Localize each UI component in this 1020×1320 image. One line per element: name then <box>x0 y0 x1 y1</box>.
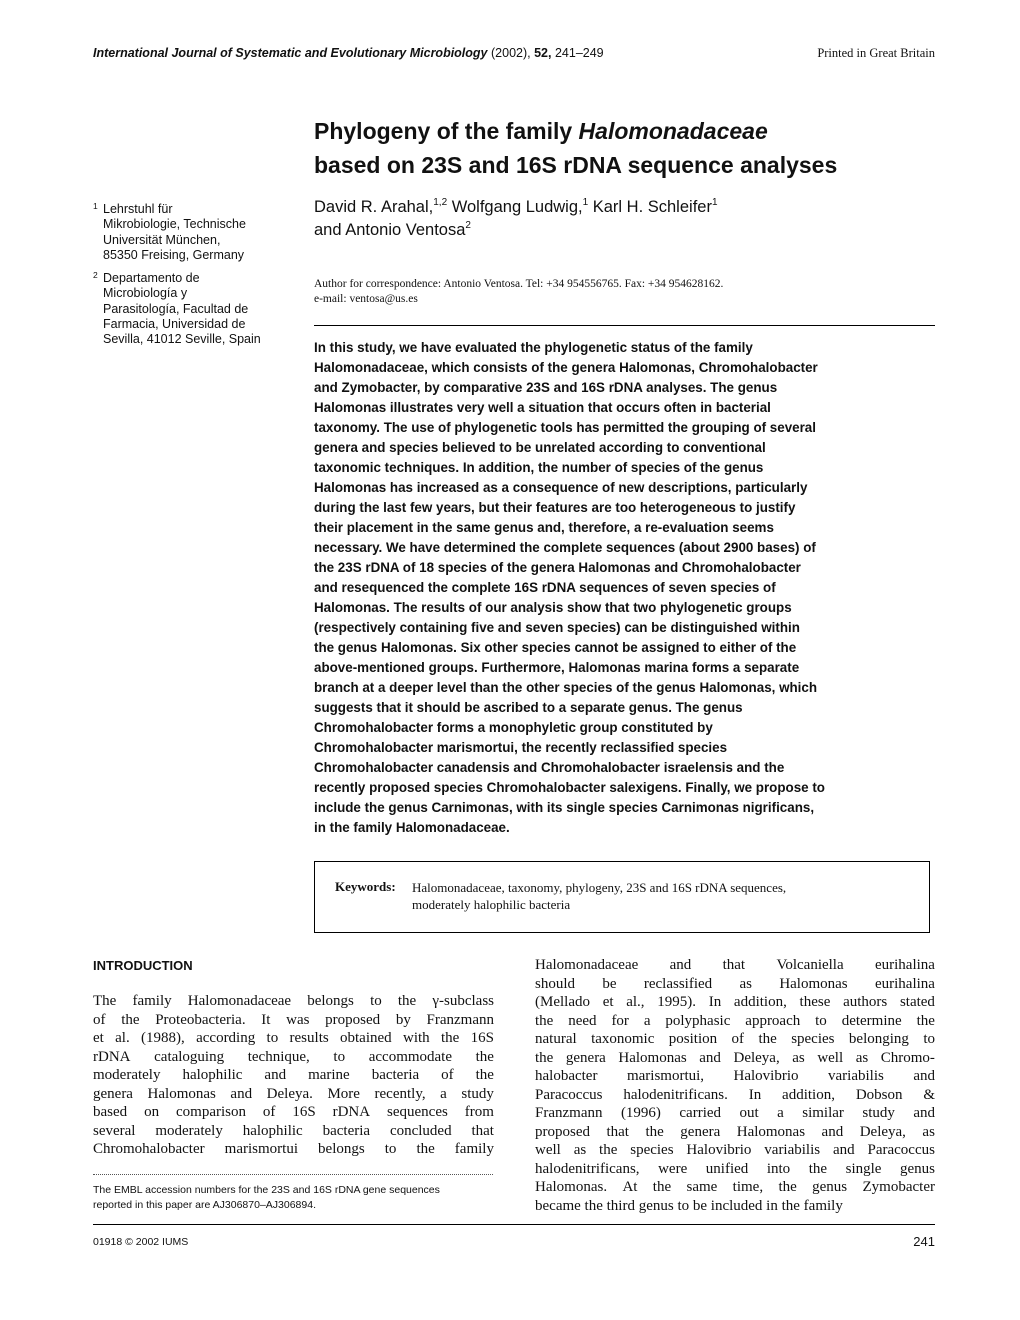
word: 16S <box>470 1030 494 1046</box>
word: More <box>327 1085 360 1102</box>
word: 1995). <box>657 994 696 1010</box>
author-name: Karl H. Schleifer <box>588 198 712 216</box>
body-line <box>535 1104 935 1123</box>
word: et <box>602 994 614 1010</box>
body-line <box>535 956 935 975</box>
word: position <box>668 1031 718 1047</box>
word: et <box>93 1030 104 1046</box>
word: Zymobacter <box>862 1179 935 1195</box>
word: genera <box>565 1049 606 1066</box>
word: Halomonas <box>618 1049 687 1066</box>
word: the <box>475 1067 494 1083</box>
word: to <box>923 1031 935 1047</box>
word: taxonomic <box>591 1031 655 1047</box>
correspondence-email: e-mail: ventosa@us.es <box>314 293 418 305</box>
word: the <box>440 1030 460 1046</box>
body-line <box>535 1067 935 1086</box>
word: (1988), <box>141 1030 185 1046</box>
abstract-line: their placement in the same genus and, therefore, a re-evaluation seems <box>314 520 774 535</box>
word: for <box>611 1012 629 1029</box>
word: should <box>535 975 576 992</box>
word: al. <box>115 1030 130 1046</box>
word: rDNA <box>332 1104 371 1120</box>
affiliation-2 <box>93 271 293 347</box>
word: the <box>645 1123 664 1140</box>
body-line: became the third genus to be included in the family <box>535 1197 843 1214</box>
word: and <box>913 1068 935 1084</box>
intro-left-column <box>93 992 494 1159</box>
word: from <box>464 1104 494 1120</box>
word: according <box>196 1030 256 1046</box>
abstract-line: (respectively containing five and seven species) can be distinguished within <box>314 620 800 635</box>
word: (Mellado <box>535 994 590 1010</box>
abstract-line: Halomonas. The results of our analysis show that two phylogenetic groups <box>314 600 792 615</box>
word: It <box>261 1011 271 1028</box>
body-line <box>93 1140 494 1159</box>
word: several <box>93 1122 136 1139</box>
title-prefix: Phylogeny of the family <box>314 118 579 144</box>
word: and <box>230 1085 253 1102</box>
word: the <box>121 1011 140 1028</box>
footnote-line: reported in this paper are AJ306870–AJ306894. <box>93 1199 316 1211</box>
word: the <box>778 1179 797 1195</box>
word: Deleya, <box>859 1123 906 1140</box>
word: genera <box>93 1085 133 1102</box>
word: and <box>669 957 692 973</box>
journal-year: (2002), <box>491 46 531 60</box>
section-heading: INTRODUCTION <box>93 958 193 973</box>
word: as <box>739 975 752 992</box>
title-italic: Halomonadaceae <box>578 118 768 144</box>
word: bacteria <box>322 1122 371 1139</box>
word: the <box>652 1179 672 1195</box>
word: study <box>461 1085 494 1102</box>
body-line <box>535 1160 935 1179</box>
word: Deleya, <box>733 1049 780 1066</box>
affiliation-1 <box>93 202 293 263</box>
word: of <box>93 1011 106 1028</box>
word: the <box>808 1160 828 1177</box>
body-line <box>93 1103 494 1122</box>
word: Chromo- <box>880 1049 935 1066</box>
word: accommodate <box>368 1048 453 1065</box>
author-affiliation-mark: 1,2 <box>433 196 448 208</box>
abstract-line: genera and species believed to be unrelated according to conventional <box>314 440 766 455</box>
word: authors <box>843 994 888 1010</box>
abstract-line: during the last few years, but their features are too heterogeneous to justify <box>314 500 796 515</box>
word: a <box>777 1105 784 1121</box>
word: these <box>799 994 831 1010</box>
keywords-text <box>412 879 786 913</box>
affiliation-number: 2 <box>93 270 98 280</box>
word: the <box>397 993 417 1009</box>
word: bacteria <box>371 1067 420 1083</box>
word: concluded <box>389 1122 452 1139</box>
word: At <box>622 1179 638 1195</box>
word: Volcaniella <box>776 957 844 973</box>
word: to <box>815 1012 827 1029</box>
word: by <box>395 1011 411 1028</box>
word: rDNA <box>93 1048 131 1065</box>
word: as <box>792 1049 805 1066</box>
word: unified <box>705 1160 749 1177</box>
body-line <box>93 1048 494 1067</box>
printed-in: Printed in Great Britain <box>817 46 935 60</box>
word: eurihalina <box>874 957 935 973</box>
word: moderately <box>155 1122 223 1139</box>
author-affiliation-mark: 1 <box>711 196 718 208</box>
word: carried <box>679 1105 722 1121</box>
title-line-1 <box>314 114 954 148</box>
word: Chromohalobacter <box>93 1141 205 1157</box>
word: halophilic <box>182 1067 243 1083</box>
footnote-line: The EMBL accession numbers for the 23S and 16S rDNA gene sequences <box>93 1184 440 1196</box>
abstract-line: the genus Halomonas. Six other species cannot be assigned to either of the <box>314 640 797 655</box>
word: halobacter <box>535 1068 598 1084</box>
affiliation-text: Lehrstuhl für Mikrobiologie, Technische Universität München, 85350 Freising, Germany <box>103 202 246 262</box>
word: on <box>144 1104 160 1120</box>
word: and <box>832 1142 855 1158</box>
word: variabilis <box>764 1142 821 1158</box>
word: as <box>573 1142 587 1158</box>
intro-right-column <box>535 956 935 1215</box>
abstract-line: taxonomy. The use of phylogenetic tools has permitted the grouping of several <box>314 420 816 435</box>
body-line <box>93 1029 494 1048</box>
word: marismortui <box>224 1141 298 1157</box>
abstract-line: Halomonadaceae, which consists of the genera Halomonas, Chromohalobacter <box>314 360 818 375</box>
word: In <box>748 1086 762 1103</box>
word: that <box>606 1123 629 1140</box>
correspondence-contact: Author for correspondence: Antonio Ventosa. Tel: +34 954556765. Fax: +34 954628162. <box>314 278 724 290</box>
word: sequences <box>387 1104 448 1120</box>
word: and <box>264 1067 287 1083</box>
word: that <box>722 957 746 973</box>
author-name: Wolfgang Ludwig, <box>447 198 583 216</box>
word: as <box>922 1123 935 1140</box>
word: eurihalina <box>874 975 935 992</box>
word: genus <box>900 1160 935 1177</box>
abstract-line: necessary. We have determined the complete sequences (about 2900 bases) of <box>314 540 816 555</box>
word: Halomonas. <box>535 1179 608 1195</box>
word: natural <box>535 1031 577 1047</box>
word: determine <box>841 1012 902 1029</box>
word: belongs <box>307 993 354 1009</box>
word: Halovibrio <box>733 1068 799 1084</box>
word: Paracoccus <box>867 1142 935 1158</box>
page-number: 241 <box>913 1234 935 1249</box>
word: approach <box>745 1012 801 1029</box>
affiliation-text: Departamento de Microbiología y Parasitología, Facultad de Farmacia, Universidad de Sevilla, 41012 Seville, Spain <box>103 271 261 347</box>
word: genera <box>680 1123 721 1140</box>
keywords-label: Keywords: <box>335 879 396 894</box>
word: of <box>731 1031 745 1047</box>
word: Halomonadaceae <box>535 957 639 973</box>
word: and <box>913 1105 935 1121</box>
body-line <box>535 1012 935 1031</box>
body-line <box>535 993 935 1012</box>
word: cataloguing <box>154 1048 225 1065</box>
word: the <box>416 1141 435 1157</box>
body-line <box>535 1086 935 1105</box>
footnote <box>93 1183 503 1213</box>
word: family <box>132 993 172 1009</box>
word: obtained <box>340 1030 392 1046</box>
word: proposed <box>325 1011 381 1028</box>
word: family <box>454 1141 494 1157</box>
word: need <box>568 1012 597 1029</box>
correspondence <box>314 277 934 307</box>
body-line <box>535 1141 935 1160</box>
word: with <box>402 1030 430 1046</box>
abstract-line: In this study, we have evaluated the phylogenetic status of the family <box>314 340 753 355</box>
journal-volume: 52, <box>534 46 552 60</box>
author-name: and Antonio Ventosa <box>314 221 466 239</box>
word: stated <box>899 994 935 1010</box>
word: Deleya. <box>266 1085 313 1102</box>
word: Dobson <box>855 1086 903 1103</box>
article-title <box>314 114 954 182</box>
word: and <box>821 1123 844 1140</box>
word: the <box>535 1012 554 1029</box>
abstract-line: Halomonas illustrates very well a situation that occurs often in bacterial <box>314 400 771 415</box>
abstract-line: branch at a deeper level than the other species of the genus Halomonas, which <box>314 680 818 695</box>
author-line-2 <box>314 219 934 242</box>
word: marine <box>308 1067 350 1083</box>
word: marismortui, <box>626 1068 705 1084</box>
word: to <box>333 1048 346 1065</box>
word: Franzmann <box>426 1011 494 1028</box>
running-header <box>93 46 935 66</box>
word: addition, <box>733 994 787 1010</box>
abstract-line: Chromohalobacter marismortui, the recently reclassified species <box>314 740 728 755</box>
word: Halomonas <box>736 1123 806 1140</box>
body-line <box>93 1085 494 1104</box>
word: variabilis <box>828 1068 884 1084</box>
word: similar <box>802 1105 844 1121</box>
word: species <box>630 1142 674 1158</box>
word: the <box>916 1012 935 1029</box>
word: Paracoccus <box>535 1086 603 1103</box>
author-name: David R. Arahal, <box>314 198 434 216</box>
word: to <box>266 1030 279 1046</box>
keywords-line: moderately halophilic bacteria <box>412 897 571 912</box>
abstract-line: Chromohalobacter forms a monophyletic group constituted by <box>314 720 713 735</box>
word: a <box>643 1012 651 1029</box>
title-line-2: based on 23S and 16S rDNA sequence analyses <box>314 152 838 178</box>
word: out <box>739 1105 759 1121</box>
word: well <box>817 1049 844 1066</box>
word: proposed <box>535 1123 590 1140</box>
word: into <box>766 1160 791 1177</box>
abstract-line: Halomonas has increased as a consequence of new descriptions, particularly <box>314 480 808 495</box>
author-affiliation-mark: 2 <box>465 219 471 231</box>
word: the <box>758 1031 777 1047</box>
abstract-line: taxonomic techniques. In addition, the number of species of the genus <box>314 460 764 475</box>
abstract-line: the 23S rDNA of 18 species of the genera Halomonas and Chromohalobacter <box>314 560 801 575</box>
abstract <box>314 338 935 838</box>
author-line-1 <box>314 196 934 219</box>
abstract-divider <box>314 325 935 326</box>
body-line <box>535 1030 935 1049</box>
footer-divider <box>93 1224 935 1225</box>
keywords-line: Halomonadaceae, taxonomy, phylogeny, 23S and 16S rDNA sequences, <box>412 880 787 895</box>
word: moderately <box>93 1067 161 1083</box>
word: same <box>686 1179 718 1195</box>
journal-pages: 241–249 <box>554 46 604 60</box>
word: the <box>475 1048 494 1065</box>
word: species <box>791 1031 835 1047</box>
journal-name: International Journal of Systematic and Evolutionary Microbiology <box>93 46 488 60</box>
word: reclassified <box>643 975 713 992</box>
word: technique, <box>247 1048 310 1065</box>
word: based <box>93 1104 128 1120</box>
word: the <box>599 1142 618 1158</box>
body-line <box>535 1123 935 1142</box>
citation-line <box>93 46 604 60</box>
word: 16S <box>292 1104 316 1120</box>
word: a <box>440 1085 447 1102</box>
word: to <box>384 1141 397 1157</box>
word: polyphasic <box>665 1012 731 1029</box>
abstract-line: suggests that it should be ascribed to a separate genus. The genus <box>314 700 743 715</box>
word: al., <box>626 994 645 1010</box>
word: halophilic <box>242 1122 303 1139</box>
word: of <box>441 1067 454 1083</box>
word: were <box>658 1160 688 1177</box>
abstract-line: and Zymobacter, by comparative 23S and 16S rDNA analyses. The genus <box>314 380 778 395</box>
body-line <box>93 1011 494 1030</box>
word: (1996) <box>620 1105 661 1121</box>
word: be <box>602 975 617 992</box>
footnote-divider <box>93 1174 493 1175</box>
word: the <box>535 1049 554 1066</box>
word: Halovibrio <box>686 1142 752 1158</box>
abstract-line: above-mentioned groups. Furthermore, Halomonas marina forms a separate <box>314 660 800 675</box>
word: time, <box>732 1179 764 1195</box>
body-line <box>93 1066 494 1085</box>
word: single <box>845 1160 882 1177</box>
abstract-line: include the genus Carnimonas, with its single species Carnimonas nigrificans, <box>314 800 815 815</box>
word: that <box>471 1122 494 1139</box>
copyright-notice: 01918 © 2002 IUMS <box>93 1236 189 1248</box>
abstract-line: Chromohalobacter canadensis and Chromohalobacter israelensis and the <box>314 760 785 775</box>
body-line <box>93 992 494 1011</box>
word: addition, <box>782 1086 835 1103</box>
word: results <box>289 1030 329 1046</box>
word: Halomonadaceae <box>187 993 292 1009</box>
word: was <box>286 1011 310 1028</box>
word: genus <box>812 1179 848 1195</box>
author-list <box>314 196 934 242</box>
word: comparison <box>176 1104 246 1120</box>
word: belongs <box>318 1141 365 1157</box>
word: belonging <box>848 1031 909 1047</box>
body-line <box>93 1122 494 1141</box>
word: Halomonas <box>147 1085 216 1102</box>
author-affiliation-mark: 1 <box>582 196 589 208</box>
word: γ-subclass <box>432 993 494 1009</box>
body-line <box>535 1049 935 1068</box>
word: recently, <box>374 1085 426 1102</box>
word: as <box>855 1049 869 1066</box>
abstract-line: recently proposed species Chromohalobacter salexigens. Finally, we propose to <box>314 780 825 795</box>
word: study <box>862 1105 895 1121</box>
word: Franzmann <box>535 1105 603 1121</box>
word: of <box>262 1104 276 1120</box>
word: and <box>699 1049 721 1066</box>
word: halodenitrificans. <box>623 1086 728 1103</box>
word: Halomonas <box>779 975 848 992</box>
affiliation-number: 1 <box>93 201 98 211</box>
word: Proteobacteria. <box>155 1011 246 1028</box>
word: well <box>535 1142 561 1158</box>
word: & <box>923 1086 935 1103</box>
word: halodenitrificans, <box>535 1160 640 1177</box>
word: In <box>708 994 722 1010</box>
word: The <box>93 993 117 1009</box>
body-line <box>535 975 935 994</box>
abstract-line: and resequenced the complete 16S rDNA sequences of seven species of <box>314 580 776 595</box>
word: to <box>370 993 382 1009</box>
body-line <box>535 1178 935 1197</box>
abstract-line: in the family Halomonadaceae. <box>314 820 510 835</box>
